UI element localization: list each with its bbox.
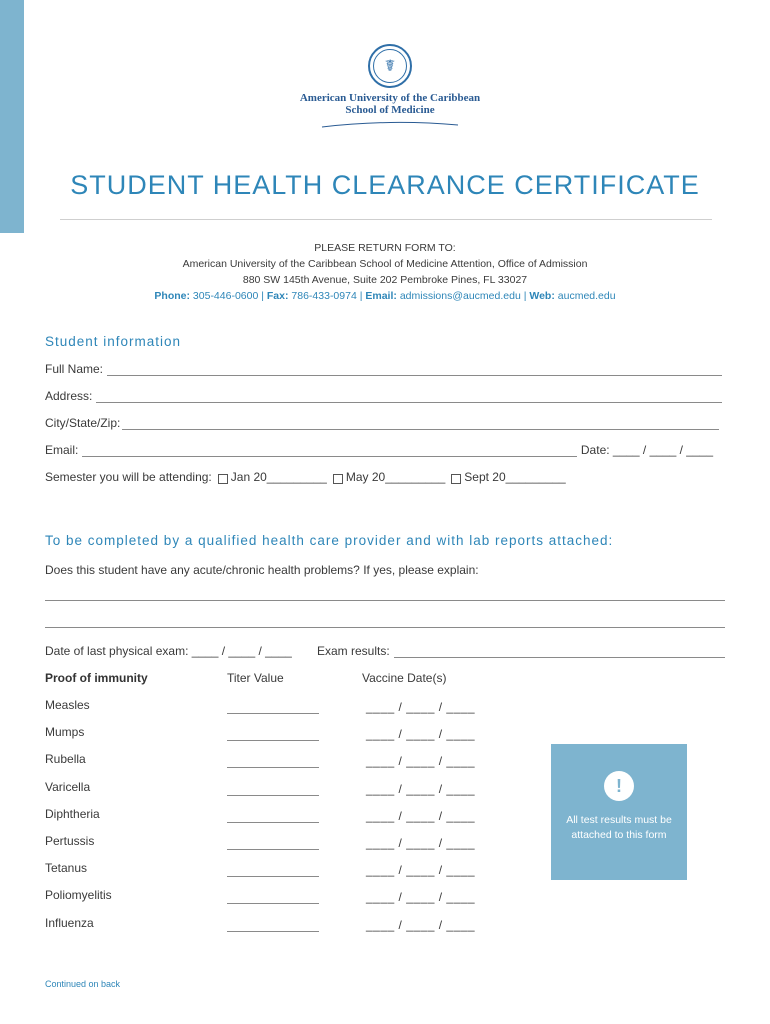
immunity-item-label: Pertussis: [45, 834, 95, 848]
university-seal-icon: ☤: [368, 44, 412, 88]
may-option[interactable]: May 20_________: [345, 470, 446, 484]
last-exam-date[interactable]: Date of last physical exam: ____ / ____ / ____: [45, 644, 292, 658]
explain-line-2[interactable]: [45, 627, 725, 628]
address-label: Address:: [45, 389, 93, 403]
student-info-heading: Student information: [45, 334, 182, 349]
notice-text: All test results must be attached to this form: [566, 814, 672, 841]
sept-option[interactable]: Sept 20_________: [464, 470, 566, 484]
date-field[interactable]: Date: ____ / ____ / ____: [580, 443, 713, 457]
vaccine-date-field[interactable]: ____ / ____ / ____: [366, 917, 476, 932]
email-label: Email:: [365, 290, 397, 302]
semester-row: [45, 470, 566, 484]
vaccine-dates-header: Vaccine Date(s): [362, 671, 447, 685]
contact-line: [0, 290, 770, 302]
city-label: City/State/Zip:: [45, 416, 121, 430]
phone-label: Phone:: [154, 290, 190, 302]
attachment-notice: [551, 744, 687, 880]
vaccine-date-field[interactable]: ____ / ____ / ____: [366, 863, 476, 878]
full-name-field[interactable]: [107, 366, 722, 376]
proof-of-immunity-header: Proof of immunity: [45, 671, 148, 685]
may-checkbox[interactable]: [333, 474, 343, 484]
separator: |: [523, 290, 527, 302]
logo-name-line1: American University of the Caribbean: [299, 92, 481, 104]
sept-checkbox[interactable]: [451, 474, 461, 484]
email-field[interactable]: [82, 447, 577, 457]
web-link[interactable]: aucmed.edu: [557, 290, 616, 302]
exam-results-label: Exam results:: [317, 644, 390, 658]
logo-swoosh-icon: [320, 121, 460, 129]
titer-value-field[interactable]: [227, 849, 319, 850]
address-row: [45, 389, 722, 403]
titer-value-field[interactable]: [227, 931, 319, 932]
fax-label: Fax:: [266, 290, 289, 302]
vaccine-date-field[interactable]: ____ / ____ / ____: [366, 754, 476, 769]
fax-number: 786-433-0974: [291, 290, 357, 302]
titer-value-header: Titer Value: [227, 671, 284, 685]
email-field-label: Email:: [45, 443, 79, 457]
titer-value-field[interactable]: [227, 795, 319, 796]
semester-label: Semester you will be attending:: [45, 470, 212, 484]
titer-value-field[interactable]: [227, 713, 319, 714]
university-logo: [290, 44, 490, 134]
email-row: [45, 443, 713, 457]
full-name-label: Full Name:: [45, 362, 104, 376]
web-label: Web:: [529, 290, 555, 302]
address-field[interactable]: [96, 393, 722, 403]
return-address-line2: 880 SW 145th Avenue, Suite 202 Pembroke Pines, FL 33027: [242, 274, 528, 286]
titer-value-field[interactable]: [227, 767, 319, 768]
separator: |: [261, 290, 264, 302]
titer-value-field[interactable]: [227, 903, 319, 904]
immunity-item-label: Poliomyelitis: [45, 888, 112, 903]
continued-note: Continued on back: [45, 979, 121, 989]
immunity-item-label: Rubella: [45, 752, 86, 767]
full-name-row: [45, 362, 722, 376]
title-divider: [60, 219, 712, 220]
titer-value-field[interactable]: [227, 740, 319, 741]
titer-value-field[interactable]: [227, 876, 319, 877]
alert-icon: !: [604, 771, 634, 801]
logo-name-line2: School of Medicine: [345, 104, 435, 116]
separator: |: [359, 290, 363, 302]
vaccine-date-field[interactable]: ____ / ____ / ____: [366, 890, 476, 905]
page-title: STUDENT HEALTH CLEARANCE CERTIFICATE: [70, 170, 700, 200]
immunity-item-label: Mumps: [45, 725, 85, 740]
exam-results-row: [317, 644, 725, 658]
provider-heading: To be completed by a qualified health care provider and with lab reports attached:: [45, 533, 614, 548]
immunity-item-label: Measles: [45, 698, 90, 712]
explain-line-1[interactable]: [45, 600, 725, 601]
vaccine-date-field[interactable]: ____ / ____ / ____: [366, 700, 476, 714]
vaccine-date-field[interactable]: ____ / ____ / ____: [366, 727, 476, 742]
city-field[interactable]: [122, 420, 719, 430]
exam-results-field[interactable]: [394, 648, 725, 658]
email-link[interactable]: admissions@aucmed.edu: [399, 290, 521, 302]
jan-checkbox[interactable]: [218, 474, 228, 484]
return-heading: PLEASE RETURN FORM TO:: [314, 242, 456, 254]
titer-value-field[interactable]: [227, 822, 319, 823]
return-address-line1: American University of the Caribbean School of Medicine Attention, Office of Admission: [182, 258, 588, 270]
vaccine-date-field[interactable]: ____ / ____ / ____: [366, 836, 476, 850]
immunity-item-label: Diphtheria: [45, 806, 100, 821]
immunity-item-label: Tetanus: [45, 861, 88, 876]
immunity-item-label: Influenza: [45, 915, 94, 930]
vaccine-date-field[interactable]: ____ / ____ / ____: [366, 781, 476, 796]
health-problems-question: Does this student have any acute/chronic health problems? If yes, please explain:: [45, 563, 479, 577]
jan-option[interactable]: Jan 20_________: [230, 470, 327, 484]
immunity-item-label: Varicella: [45, 779, 91, 794]
vaccine-date-field[interactable]: ____ / ____ / ____: [366, 808, 476, 823]
phone-number[interactable]: 305-446-0600: [192, 290, 259, 302]
city-row: [45, 416, 719, 430]
